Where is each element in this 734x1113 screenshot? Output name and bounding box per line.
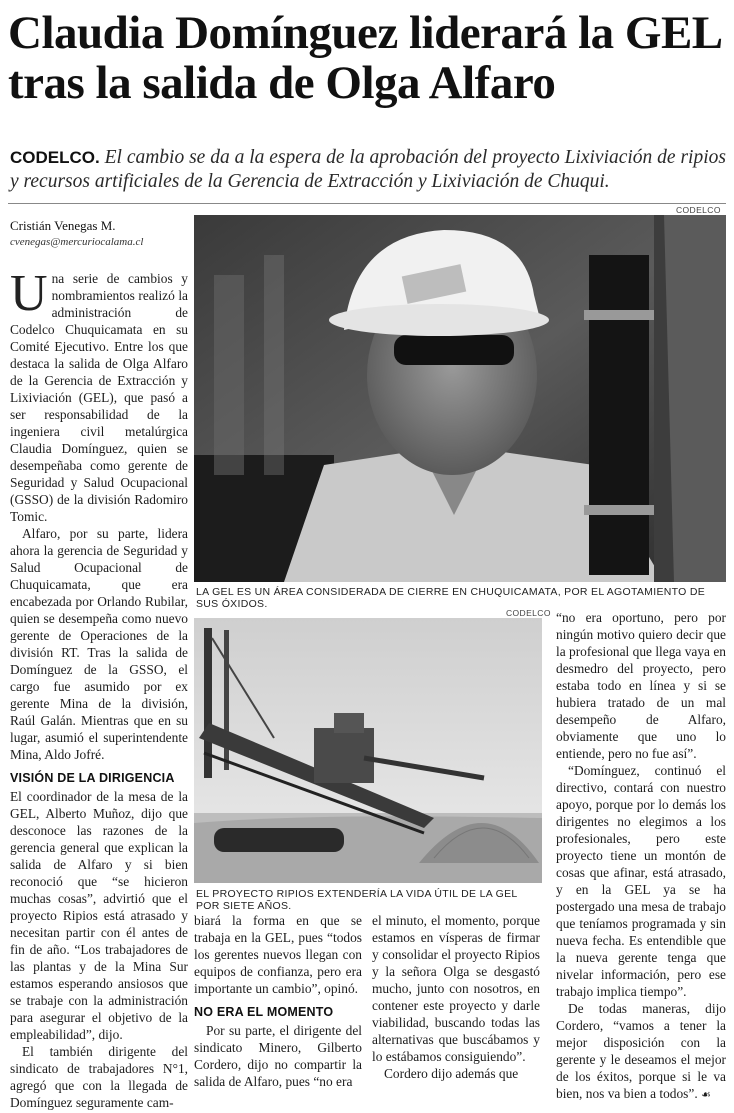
paragraph: Alfaro, por su parte, lidera ahora la gerencia de Seguridad y Salud Ocupacional de Chuquicamata, que era encabezada por Orlando Rubilar, quien se desempeña como nuevo gerente de Operaciones de la división RT. Tras la salida de Domínguez de la GSSO, el cargo fue asumido por ex gerente Mina de la división, Raúl Galán. Mientras que en su lugar, asumió el superintendente Mina, Aldo Jofré. (10, 526, 188, 762)
end-mark-icon: ☙ (701, 1088, 711, 1101)
photo-mid-caption: EL PROYECTO RIPIOS EXTENDERÍA LA VIDA ÚTIL DE LA GEL POR SIETE AÑOS. (196, 888, 518, 912)
paragraph: El también dirigente del sindicato de trabajadores N°1, agregó que con la llegada de Domínguez seguramente cam- (10, 1044, 188, 1110)
paragraph (10, 270, 188, 525)
byline-email[interactable]: cvenegas@mercuriocalama.cl (10, 236, 144, 248)
column-1 (10, 270, 188, 1110)
byline-author: Cristián Venegas M. (10, 218, 116, 233)
photo-miner (194, 215, 726, 582)
subhead-no-era-el-momento: NO ERA EL MOMENTO (194, 1005, 334, 1019)
drop-cap: U (10, 270, 48, 322)
paragraph: El coordinador de la mesa de la GEL, Alberto Muñoz, dijo que desconoce las razones de la gerencia general que explican la salida de Alfaro y si bien reconoció que “se hicieron muchas cosas”, advirtió que el proyecto Ripios está atrasado y necesitan partir con él antes de fin de año. “Los trabajadores de las plantas y de la Mina Sur estamos esperando ansiosos que se trabaje con la administración para asegurar el objetivo de la empleabilidad”, dijo. (10, 789, 188, 1042)
photo-miner-image (194, 215, 726, 582)
column-4 (556, 609, 726, 1109)
paragraph: biará la forma en que se trabaja en la GEL, pues “todos los gerentes nuevos llegan con equipos de confianza, pero era importante un cambio”, opinó. (194, 913, 362, 996)
paragraph: “Domínguez, continuó el directivo, contará con nuestro apoyo, porque por lo demás los dirigentes no elegimos a los profesionales, pero este proyecto tiene un montón de cosas que afinar, está atrasado, y en la GEL ya se ha postergado una mesa de trabajo que teníamos programada y sin nueva fecha. Es entendible que la nueva gerente tenga que nivelar información, pero ese trabajo implica tiempo”. (556, 763, 726, 999)
paragraph: Cordero dijo además que (384, 1066, 519, 1081)
paragraph-text: na serie de cambios y nombramientos realizó la administración de Codelco Chuquicamata en su Comité Ejecutivo. Entre los que destaca la salida de Olga Alfaro de la Gerencia de Extracción y Lixiviación (GEL), que pasó a ser responsabilidad de la ingeniera civil metalúrgica Claudia Domínguez, quien se desempeñaba como gerente de Seguridad y Salud Ocupacional (GSSO) de la división Radomiro Tomic. (10, 271, 188, 524)
headline: Claudia Domínguez liderará la GEL tras la salida de Olga Alfaro (8, 7, 721, 109)
paragraph: el minuto, el momento, porque estamos en vísperas de firmar y consolidar el proyecto Ripios y la señora Olga se desgastó mucho, junto con nosotros, en contener este proyecto y darle viabilidad, buscando todas las alternativas que buscábamos y lo estábamos consiguiendo”. (372, 913, 540, 1064)
paragraph (556, 1000, 726, 1103)
byline (10, 218, 190, 248)
deck-kicker: CODELCO. (10, 148, 100, 167)
deck (10, 146, 726, 194)
column-3 (372, 912, 540, 1107)
subhead-vision: VISIÓN DE LA DIRIGENCIA (10, 771, 175, 785)
photo-conveyor-image (194, 618, 542, 883)
photo-top-caption: LA GEL ES UN ÁREA CONSIDERADA DE CIERRE EN CHUQUICAMATA, POR EL AGOTAMIENTO DE SUS ÓXIDOS. (196, 586, 706, 610)
deck-text: El cambio se da a la espera de la aprobación del proyecto Lixiviación de ripios y recursos artificiales de la Gerencia de Extracción y Lixiviación de Chuqui. (10, 147, 726, 192)
paragraph-text: De todas maneras, dijo Cordero, “vamos a tener la mejor disposición con la gerente y le deseamos el mejor de los éxitos, porque si le va bien, nos va bien a todos”. (556, 1001, 726, 1101)
photo-mid-credit: CODELCO (506, 608, 551, 618)
paragraph: Por su parte, el dirigente del sindicato Minero, Gilberto Cordero, dijo no compartir la salida de Alfaro, pues “no era (194, 1023, 362, 1089)
column-2 (194, 912, 362, 1107)
paragraph: “no era oportuno, pero por ningún motivo quiero decir que la profesional que llega vaya en desmedro del proyecto, pero estaba todo en línea y si se hubiera tratado de un mal desempeño de Alfaro, obviamente que uno lo entiende, pero no fue así”. (556, 610, 726, 761)
photo-conveyor (194, 618, 542, 883)
header-rule (8, 203, 726, 204)
photo-top-credit: CODELCO (676, 205, 721, 215)
